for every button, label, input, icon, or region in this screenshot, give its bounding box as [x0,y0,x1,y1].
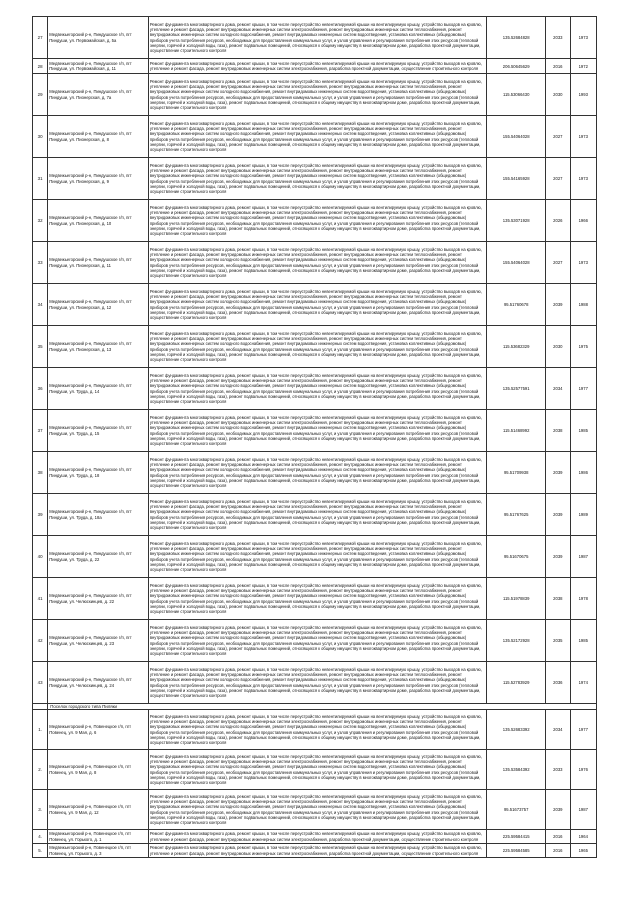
row-build-year-text: 1985 [578,428,588,433]
row-planned-year [546,17,570,59]
row-address [48,158,149,200]
row-works-text: Ремонт фундамента многоквартирного дома, ремонт крыши, в том числе переустройство невентилируемой крыши на вентилируемую крышу, устройство выходов на кровлю, утепление и ремонт фасада, ремонт внутридомовых инженерных систем электроснабжения, ремонт внутридомовых инженерных систем теплоснабжения, ремонт внутридомовых инженерных систем холодного водоснабжения, ремонт внутридомовых инженерных систем водоотведения, установка коллективных (общедомовых) приборов учета потребления ресурсов, необходимых для предоставления коммунальных услуг, и узлов управления и регулирования потребления этих ресурсов (тепловой энергии, горячей и холодной воды, газа), ремонт подвальных помещений, относящихся к общему имуществу в многоквартирном доме, разработка проектной документации, осуществление строительного контроля [149,714,482,745]
row-cost-text: 115.52783929 [502,680,530,685]
row-build-year [570,578,596,620]
row-number-text: 42 [37,638,43,643]
row-planned-year-text: 2027 [553,134,563,139]
row-works-text: Ремонт фундамента многоквартирного дома, ремонт крыши, в том числе переустройство невентилируемой крыши на вентилируемую крышу, устройство выходов на кровлю, утепление и ремонт фасада, ремонт внутридомовых инженерных систем электроснабжения, ремонт внутридомовых инженерных систем теплоснабжения, ремонт внутридомовых инженерных систем холодного водоснабжения, ремонт внутридомовых инженерных систем водоотведения, установка коллективных (общедомовых) приборов учета потребления ресурсов, необходимых для предоставления коммунальных услуг, и узлов управления и регулирования потребления этих ресурсов (тепловой энергии, горячей и холодной воды, газа), ремонт подвальных помещений, относящихся к общему имуществу в многоквартирном доме, разработка проектной документации, осуществление строительного контроля [149,541,482,572]
row-works [148,830,486,844]
row-planned-year [546,662,570,704]
table-row [33,494,597,536]
row-works [148,790,486,830]
row-cost [487,790,546,830]
row-planned-year [546,494,570,536]
row-planned-year [546,242,570,284]
row-build-year-text: 1966 [578,218,588,223]
row-works-text: Ремонт фундамента многоквартирного дома, ремонт крыши, в том числе переустройство невентилируемой крыши на вентилируемую крышу, устройство выходов на кровлю, утепление и ремонт фасада, ремонт внутридомовых инженерных систем электроснабжения, ремонт внутридомовых инженерных систем теплоснабжения, ремонт внутридомовых инженерных систем холодного водоснабжения, ремонт внутридомовых инженерных систем водоотведения, установка коллективных (общедомовых) приборов учета потребления ресурсов, необходимых для предоставления коммунальных услуг, и узлов управления и регулирования потребления этих ресурсов (тепловой энергии, горячей и холодной воды, газа), ремонт подвальных помещений, относящихся к общему имуществу в многоквартирном доме, разработка проектной документации, осуществление строительного контроля [149,415,482,446]
table-row [33,790,597,830]
row-build-year-text: 1978 [578,596,588,601]
row-number [33,844,48,858]
row-address-text: Медвежьегорский р-н, Пиндушское г/п, пгт Пиндуши, ул. Труда, д. 18 [49,467,132,478]
row-planned-year [546,116,570,158]
row-works-text: Ремонт фундамента многоквартирного дома, ремонт крыши, в том числе переустройство невентилируемой крыши на вентилируемую крышу, устройство выходов на кровлю, утепление и ремонт фасада, ремонт внутридомовых инженерных систем электроснабжения, ремонт внутридомовых инженерных систем теплоснабжения, ремонт внутридомовых инженерных систем холодного водоснабжения, ремонт внутридомовых инженерных систем водоотведения, установка коллективных (общедомовых) приборов учета потребления ресурсов, необходимых для предоставления коммунальных услуг, и узлов управления и регулирования потребления этих ресурсов (тепловой энергии, горячей и холодной воды, газа), ремонт подвальных помещений, относящихся к общему имуществу в многоквартирном доме, разработка проектной документации, осуществление строительного контроля [149,625,482,656]
row-build-year [570,710,596,750]
row-build-year [570,844,596,858]
row-address-text: Медвежьегорский р-н, Пиндушское г/п, пгт Пиндуши, ул. Челюскинцев, д. 24 [49,677,132,688]
row-cost [487,17,546,59]
row-build-year [570,116,596,158]
row-build-year [570,17,596,59]
row-planned-year-text: 2033 [553,767,563,772]
row-works [148,662,486,704]
row-works-text: Ремонт фундамента многоквартирного дома, ремонт крыши, в том числе переустройство невентилируемой крыши на вентилируемую крышу, устройство выходов на кровлю, утепление и ремонт фасада, ремонт внутридомовых инженерных систем электроснабжения, ремонт внутридомовых инженерных систем теплоснабжения, ремонт внутридомовых инженерных систем холодного водоснабжения, ремонт внутридомовых инженерных систем водоотведения, установка коллективных (общедомовых) приборов учета потребления ресурсов, необходимых для предоставления коммунальных услуг, и узлов управления и регулирования потребления этих ресурсов (тепловой энергии, горячей и холодной воды, газа), ремонт подвальных помещений, относящихся к общему имуществу в многоквартирном доме, разработка проектной документации, осуществление строительного контроля [149,22,482,53]
row-address-text: Медвежьегорский р-н, Пиндушское г/п, пгт Пиндуши, ул. Труда, д. 18а [49,509,132,520]
row-address-text: Медвежьегорский р-н, Повенецкое г/п, пгт Повенец, ул. 9 Мая, д. 8 [49,764,132,775]
row-cost [487,578,546,620]
row-number-text: 31 [37,176,43,181]
row-works [148,844,486,858]
row-works-text: Ремонт фундамента многоквартирного дома, ремонт крыши, в том числе переустройство невентилируемой крыши на вентилируемую крышу, устройство выходов на кровлю, утепление и ремонт фасада, ремонт внутридомовых инженерных систем электроснабжения, ремонт внутридомовых инженерных систем теплоснабжения, ремонт внутридомовых инженерных систем холодного водоснабжения, ремонт внутридомовых инженерных систем водоотведения, установка коллективных (общедомовых) приборов учета потребления ресурсов, необходимых для предоставления коммунальных услуг, и узлов управления и регулирования потребления этих ресурсов (тепловой энергии, горячей и холодной воды, газа), ремонт подвальных помещений, относящихся к общему имуществу в многоквартирном доме, разработка проектной документации, осуществление строительного контроля [149,499,482,530]
row-number [33,662,48,704]
row-planned-year-text: 2016 [553,63,563,69]
row-address [48,578,149,620]
row-address [48,620,149,662]
row-address [48,242,149,284]
row-number [33,368,48,410]
row-number [33,494,48,536]
row-build-year [570,830,596,844]
row-address [48,790,149,830]
row-number [33,710,48,750]
row-number-text: 4. [38,834,42,839]
row-address-text: Медвежьегорский р-н, Пиндушское г/п, пгт Пиндуши, ул. Пионерская, д. 11 [49,257,132,268]
row-build-year-text: 1973 [578,176,588,181]
row-build-year-text: 1986 [578,470,588,475]
row-planned-year [546,536,570,578]
row-build-year-text: 1973 [578,35,588,40]
section-title: Поселок городского типа Пиляки [48,704,597,710]
row-number [33,158,48,200]
row-works [148,59,486,74]
row-address-text: Медвежьегорский р-н, Пиндушское г/п, пгт Пиндуши, ул. Челюскинцев, д. 23 [49,635,132,646]
row-build-year [570,410,596,452]
row-works-text: Ремонт фундамента многоквартирного дома, ремонт крыши, в том числе переустройство невентилируемой крыши на вентилируемую крышу, устройство выходов на кровлю, утепление и ремонт фасада, ремонт внутридомовых инженерных систем электроснабжения, разработка проектной документации, осуществление строительного контроля [149,845,482,856]
row-number [33,790,48,830]
row-works-text: Ремонт фундамента многоквартирного дома, ремонт крыши, в том числе переустройство невентилируемой крыши на вентилируемую крышу, устройство выходов на кровлю, утепление и ремонт фасада, ремонт внутридомовых инженерных систем электроснабжения, ремонт внутридомовых инженерных систем теплоснабжения, ремонт внутридомовых инженерных систем холодного водоснабжения, ремонт внутридомовых инженерных систем водоотведения, установка коллективных (общедомовых) приборов учета потребления ресурсов, необходимых для предоставления коммунальных услуг, и узлов управления и регулирования потребления этих ресурсов (тепловой энергии, горячей и холодной воды, газа), ремонт подвальных помещений, относящихся к общему имуществу в многоквартирном доме, разработка проектной документации, осуществление строительного контроля [149,79,482,110]
row-planned-year-text: 2036 [553,680,563,685]
row-address-text: Медвежьегорский р-н, Повенецкое г/п, пгт Повенец, ул. 9 Мая, д. 6 [49,724,132,735]
row-planned-year-text: 2039 [553,512,563,517]
row-address [48,200,149,242]
table-body-part-1 [33,17,597,704]
row-cost [487,284,546,326]
row-address-text: Медвежьегорский р-н, Пиндушское г/п, пгт Пиндуши, ул. Пионерская, д. 10 [49,215,132,226]
row-build-year [570,452,596,494]
row-number [33,830,48,844]
row-build-year-text: 1993 [578,92,588,97]
row-works-text: Ремонт фундамента многоквартирного дома, ремонт крыши, в том числе переустройство невентилируемой крыши на вентилируемую крышу, устройство выходов на кровлю, утепление и ремонт фасада, ремонт внутридомовых инженерных систем электроснабжения, ремонт внутридомовых инженерных систем теплоснабжения, ремонт внутридомовых инженерных систем холодного водоснабжения, ремонт внутридомовых инженерных систем водоотведения, установка коллективных (общедомовых) приборов учета потребления ресурсов, необходимых для предоставления коммунальных услуг, и узлов управления и регулирования потребления этих ресурсов (тепловой энергии, горячей и холодной воды, газа), ремонт подвальных помещений, относящихся к общему имуществу в многоквартирном доме, разработка проектной документации, осуществление строительного контроля [149,121,482,152]
table-row [33,410,597,452]
row-works-text: Ремонт фундамента многоквартирного дома, ремонт крыши, в том числе переустройство невентилируемой крыши на вентилируемую крышу, устройство выходов на кровлю, утепление и ремонт фасада, ремонт внутридомовых инженерных систем электроснабжения, ремонт внутридомовых инженерных систем теплоснабжения, ремонт внутридомовых инженерных систем холодного водоснабжения, ремонт внутридомовых инженерных систем водоотведения, установка коллективных (общедомовых) приборов учета потребления ресурсов, необходимых для предоставления коммунальных услуг, и узлов управления и регулирования потребления этих ресурсов (тепловой энергии, горячей и холодной воды, газа), ремонт подвальных помещений, относящихся к общему имуществу в многоквартирном доме, разработка проектной документации, осуществление строительного контроля [149,331,482,362]
table-row [33,74,597,116]
row-build-year [570,662,596,704]
row-planned-year-text: 2039 [553,807,563,812]
row-works-text: Ремонт фундамента многоквартирного дома, ремонт крыши, в том числе переустройство невентилируемой крыши на вентилируемую крышу, устройство выходов на кровлю, утепление и ремонт фасада, ремонт внутридомовых инженерных систем электроснабжения, ремонт внутридомовых инженерных систем теплоснабжения, ремонт внутридомовых инженерных систем холодного водоснабжения, ремонт внутридомовых инженерных систем водоотведения, установка коллективных (общедомовых) приборов учета потребления ресурсов, необходимых для предоставления коммунальных услуг, и узлов управления и регулирования потребления этих ресурсов (тепловой энергии, горячей и холодной воды, газа), ремонт подвальных помещений, относящихся к общему имуществу в многоквартирном доме, разработка проектной документации, осуществление строительного контроля [149,289,482,320]
row-works-text: Ремонт фундамента многоквартирного дома, ремонт крыши, в том числе переустройство невентилируемой крыши на вентилируемую крышу, устройство выходов на кровлю, утепление и ремонт фасада, ремонт внутридомовых инженерных систем электроснабжения, ремонт внутридомовых инженерных систем теплоснабжения, ремонт внутридомовых инженерных систем холодного водоснабжения, ремонт внутридомовых инженерных систем водоотведения, установка коллективных (общедомовых) приборов учета потребления ресурсов, необходимых для предоставления коммунальных услуг, и узлов управления и регулирования потребления этих ресурсов (тепловой энергии, горячей и холодной воды, газа), ремонт подвальных помещений, относящихся к общему имуществу в многоквартирном доме, разработка проектной документации, осуществление строительного контроля [149,794,482,825]
row-cost [487,452,546,494]
row-build-year-text: 1977 [578,727,588,732]
row-build-year-text: 1988 [578,302,588,307]
row-works-text: Ремонт фундамента многоквартирного дома, ремонт крыши, в том числе переустройство невентилируемой крыши на вентилируемую крышу, устройство выходов на кровлю, утепление и ремонт фасада, ремонт внутридомовых инженерных систем электроснабжения, ремонт внутридомовых инженерных систем теплоснабжения, ремонт внутридомовых инженерных систем холодного водоснабжения, ремонт внутридомовых инженерных систем водоотведения, установка коллективных (общедомовых) приборов учета потребления ресурсов, необходимых для предоставления коммунальных услуг, и узлов управления и регулирования потребления этих ресурсов (тепловой энергии, горячей и холодной воды, газа), ремонт подвальных помещений, относящихся к общему имуществу в многоквартирном доме, разработка проектной документации, осуществление строительного контроля [149,583,482,614]
row-build-year [570,158,596,200]
row-cost [487,750,546,790]
row-works [148,578,486,620]
row-planned-year-text: 2038 [553,596,563,601]
table-row [33,830,597,844]
row-address-text: Медвежьегорский р-н, Пиндушское г/п, пгт Пиндуши, ул. Первомайская, д. 5а [49,32,132,43]
table-row [33,662,597,704]
row-build-year [570,59,596,74]
row-build-year [570,284,596,326]
row-works [148,242,486,284]
row-planned-year [546,790,570,830]
row-planned-year-text: 2034 [553,727,563,732]
row-works-text: Ремонт фундамента многоквартирного дома, ремонт крыши, в том числе переустройство невентилируемой крыши на вентилируемую крышу, устройство выходов на кровлю, утепление и ремонт фасада, ремонт внутридомовых инженерных систем электроснабжения, ремонт внутридомовых инженерных систем теплоснабжения, ремонт внутридомовых инженерных систем холодного водоснабжения, ремонт внутридомовых инженерных систем водоотведения, установка коллективных (общедомовых) приборов учета потребления ресурсов, необходимых для предоставления коммунальных услуг, и узлов управления и регулирования потребления этих ресурсов (тепловой энергии, горячей и холодной воды, газа), ремонт подвальных помещений, относящихся к общему имуществу в многоквартирном доме, разработка проектной документации, осуществление строительного контроля [149,163,482,194]
row-address-text: Медвежьегорский р-н, Пиндушское г/п, пгт Пиндуши, ул. Пионерская, д. 8 [49,131,132,142]
row-works [148,620,486,662]
row-address [48,410,149,452]
row-address [48,17,149,59]
row-address [48,662,149,704]
table-row [33,578,597,620]
row-planned-year [546,750,570,790]
row-address-text: Медвежьегорский р-н, Пиндушское г/п, пгт Пиндуши, ул. Челюскинцев, д. 22 [49,593,132,604]
row-cost [487,494,546,536]
row-build-year-text: 1987 [578,807,588,812]
row-number [33,326,48,368]
row-number-text: 27 [37,35,43,40]
row-cost-text: 135.53071928 [502,218,530,223]
row-planned-year [546,158,570,200]
table-row [33,59,597,74]
row-address-text: Медвежьегорский р-н, Пиндушское г/п, пгт Пиндуши, ул. Пионерская, д. 12 [49,299,132,310]
row-cost [487,326,546,368]
row-address-text: Медвежьегорский р-н, Повенецкое г/п, пгт Повенец, ул. 9 Мая, д. 12 [49,804,132,815]
row-number-text: 3. [38,807,42,812]
capital-repair-table [32,16,597,858]
row-number-text: 35 [37,344,43,349]
document-page [32,16,597,858]
row-number-text: 1. [38,727,42,732]
row-address-text: Медвежьегорский р-н, Пиндушское г/п, пгт Пиндуши, ул. Труда, д. 15 [49,425,132,436]
row-cost-text: 135.52172928 [502,638,530,643]
row-cost-text: 225.59584415 [502,834,530,839]
row-address [48,750,149,790]
row-address-text: Медвежьегорский р-н, Повенецкое г/п, пгт Повенец, ул. Горького, д. 3 [49,845,132,856]
row-build-year-text: 1976 [578,767,588,772]
row-planned-year [546,452,570,494]
row-planned-year [546,368,570,410]
row-number [33,410,48,452]
row-build-year [570,368,596,410]
row-works-text: Ремонт фундамента многоквартирного дома, ремонт крыши, в том числе переустройство невентилируемой крыши на вентилируемую крышу, устройство выходов на кровлю, утепление и ремонт фасада, ремонт внутридомовых инженерных систем электроснабжения, ремонт внутридомовых инженерных систем теплоснабжения, ремонт внутридомовых инженерных систем холодного водоснабжения, ремонт внутридомовых инженерных систем водоотведения, установка коллективных (общедомовых) приборов учета потребления ресурсов, необходимых для предоставления коммунальных услуг, и узлов управления и регулирования потребления этих ресурсов (тепловой энергии, горячей и холодной воды, газа), ремонт подвальных помещений, относящихся к общему имуществу в многоквартирном доме, разработка проектной документации, осуществление строительного контроля [149,667,482,698]
row-cost-text: 95.51673757 [503,807,529,812]
row-planned-year [546,59,570,74]
row-address-text: Медвежьегорский р-н, Пиндушское г/п, пгт Пиндуши, ул. Труда, д. 22 [49,551,132,562]
row-cost [487,116,546,158]
row-planned-year-text: 2030 [553,92,563,97]
row-cost-text: 95.51670675 [503,554,529,559]
row-address-text: Медвежьегорский р-н, Пиндушское г/п, пгт Пиндуши, ул. Пионерская, д. 7а [49,89,132,100]
row-works [148,158,486,200]
row-cost [487,844,546,858]
row-build-year [570,750,596,790]
row-number [33,578,48,620]
row-number [33,750,48,790]
row-cost-text: 115.51468992 [502,428,530,433]
row-number-text: 5. [38,848,42,853]
row-works [148,17,486,59]
row-works-text: Ремонт фундамента многоквартирного дома, ремонт крыши, в том числе переустройство невентилируемой крыши на вентилируемую крышу, устройство выходов на кровлю, утепление и ремонт фасада, ремонт внутридомовых инженерных систем электроснабжения, разработка проектной документации, осуществление строительного контроля [149,831,482,842]
row-build-year-text: 1972 [578,63,588,69]
row-planned-year-text: 2039 [553,302,563,307]
table-row [33,242,597,284]
row-works [148,750,486,790]
row-works-text: Ремонт фундамента многоквартирного дома, ремонт крыши, в том числе переустройство невентилируемой крыши на вентилируемую крышу, устройство выходов на кровлю, утепление и ремонт фасада, ремонт внутридомовых инженерных систем электроснабжения, ремонт внутридомовых инженерных систем теплоснабжения, ремонт внутридомовых инженерных систем холодного водоснабжения, ремонт внутридомовых инженерных систем водоотведения, установка коллективных (общедомовых) приборов учета потребления ресурсов, необходимых для предоставления коммунальных услуг, и узлов управления и регулирования потребления этих ресурсов (тепловой энергии, горячей и холодной воды, газа), ремонт подвальных помещений, относящихся к общему имуществу в многоквартирном доме, разработка проектной документации, осуществление строительного контроля [149,457,482,488]
row-works-text: Ремонт фундамента многоквартирного дома, ремонт крыши, в том числе переустройство невентилируемой крыши на вентилируемую крышу, устройство выходов на кровлю, утепление и ремонт фасада, ремонт внутридомовых инженерных систем электроснабжения, ремонт внутридомовых инженерных систем теплоснабжения, ремонт внутридомовых инженерных систем холодного водоснабжения, ремонт внутридомовых инженерных систем водоотведения, установка коллективных (общедомовых) приборов учета потребления ресурсов, необходимых для предоставления коммунальных услуг, и узлов управления и регулирования потребления этих ресурсов (тепловой энергии, горячей и холодной воды, газа), ремонт подвальных помещений, относящихся к общему имуществу в многоквартирном доме, разработка проектной документации, осуществление строительного контроля [149,247,482,278]
row-works [148,284,486,326]
table-row [33,158,597,200]
row-number-text: 28 [37,63,43,69]
row-planned-year [546,410,570,452]
table-row [33,17,597,59]
row-number-text: 2. [38,767,42,772]
row-address-text: Медвежьегорский р-н, Пиндушское г/п, пгт Пиндуши, ул. Пионерская, д. 9 [49,173,132,184]
row-number-text: 38 [37,470,43,475]
row-number [33,200,48,242]
row-planned-year-text: 2039 [553,470,563,475]
row-works [148,326,486,368]
table-row [33,452,597,494]
table-row [33,200,597,242]
table-row [33,710,597,750]
row-address [48,830,149,844]
row-planned-year [546,284,570,326]
row-planned-year [546,620,570,662]
table-row [33,750,597,790]
row-address [48,116,149,158]
row-cost [487,410,546,452]
row-cost-text: 155.54165928 [502,176,530,181]
row-works [148,536,486,578]
row-planned-year [546,844,570,858]
row-address [48,710,149,750]
row-works [148,410,486,452]
row-build-year [570,326,596,368]
row-build-year-text: 1985 [578,638,588,643]
row-build-year-text: 1989 [578,512,588,517]
row-planned-year-text: 2038 [553,428,563,433]
row-build-year-text: 1973 [578,260,588,265]
row-number [33,620,48,662]
table-row [33,844,597,858]
row-planned-year-text: 2033 [553,35,563,40]
row-number [33,59,48,74]
row-cost-text: 155.54064028 [502,134,530,139]
row-cost-text: 206.50645629 [502,63,530,69]
row-cost [487,620,546,662]
table-row [33,116,597,158]
row-cost-text: 115.53066430 [502,92,530,97]
row-planned-year-text: 2034 [553,386,563,391]
row-address [48,844,149,858]
row-number [33,74,48,116]
row-number-text: 33 [37,260,43,265]
row-address [48,452,149,494]
row-works-text: Ремонт фундамента многоквартирного дома, ремонт крыши, в том числе переустройство невентилируемой крыши на вентилируемую крышу, устройство выходов на кровлю, утепление и ремонт фасада, ремонт внутридомовых инженерных систем электроснабжения, ремонт внутридомовых инженерных систем теплоснабжения, ремонт внутридомовых инженерных систем холодного водоснабжения, ремонт внутридомовых инженерных систем водоотведения, установка коллективных (общедомовых) приборов учета потребления ресурсов, необходимых для предоставления коммунальных услуг, и узлов управления и регулирования потребления этих ресурсов (тепловой энергии, горячей и холодной воды, газа), ремонт подвальных помещений, относящихся к общему имуществу в многоквартирном доме, разработка проектной документации, осуществление строительного контроля [149,754,482,785]
row-address [48,368,149,410]
row-number-text: 30 [37,134,43,139]
row-cost-text: 135.53584392 [502,767,530,772]
row-number [33,452,48,494]
row-planned-year-text: 2016 [553,848,563,853]
row-cost-text: 135.52577591 [502,386,530,391]
row-address-text: Медвежьегорский р-н, Пиндушское г/п, пгт Пиндуши, ул. Труда, д. 14 [49,383,132,394]
row-works-text: Ремонт фундамента многоквартирного дома, ремонт крыши, в том числе переустройство невентилируемой крыши на вентилируемую крышу, устройство выходов на кровлю, утепление и ремонт фасада, ремонт внутридомовых инженерных систем электроснабжения, ремонт внутридомовых инженерных систем теплоснабжения, ремонт внутридомовых инженерных систем холодного водоснабжения, ремонт внутридомовых инженерных систем водоотведения, установка коллективных (общедомовых) приборов учета потребления ресурсов, необходимых для предоставления коммунальных услуг, и узлов управления и регулирования потребления этих ресурсов (тепловой энергии, горячей и холодной воды, газа), ремонт подвальных помещений, относящихся к общему имуществу в многоквартирном доме, разработка проектной документации, осуществление строительного контроля [149,205,482,236]
table-row [33,536,597,578]
row-cost-text: 115.53682329 [502,344,530,349]
row-build-year [570,494,596,536]
row-build-year [570,242,596,284]
row-cost [487,368,546,410]
row-number [33,284,48,326]
row-cost-text: 225.59584585 [502,848,530,853]
row-works [148,116,486,158]
row-build-year-text: 1987 [578,554,588,559]
row-cost-text: 135.52683392 [502,727,530,732]
row-planned-year-text: 2039 [553,554,563,559]
row-planned-year-text: 2030 [553,344,563,349]
row-planned-year [546,326,570,368]
row-works [148,74,486,116]
row-cost-text: 135.52684828 [502,35,530,40]
row-works [148,494,486,536]
row-number [33,116,48,158]
row-planned-year-text: 2026 [553,218,563,223]
row-build-year-text: 1975 [578,344,588,349]
row-number-text: 37 [37,428,43,433]
table-row [33,284,597,326]
table-row [33,620,597,662]
row-address-text: Медвежьегорский р-н, Пиндушское г/п, пгт Пиндуши, ул. Пионерская, д. 13 [49,341,132,352]
row-number [33,242,48,284]
row-number-text: 36 [37,386,43,391]
row-build-year [570,536,596,578]
row-works [148,710,486,750]
row-build-year-text: 1964 [578,834,588,839]
row-cost [487,710,546,750]
row-number-text: 40 [37,554,43,559]
row-planned-year [546,200,570,242]
row-build-year-text: 1977 [578,386,588,391]
row-cost [487,74,546,116]
row-planned-year [546,830,570,844]
row-works-text: Ремонт фундамента многоквартирного дома, ремонт крыши, в том числе переустройство невентилируемой крыши на вентилируемую крышу, устройство выходов на кровлю, утепление и ремонт фасада, ремонт внутридомовых инженерных систем электроснабжения, разработка проектной документации, осуществление строительного контроля [149,60,482,71]
row-planned-year-text: 2027 [553,176,563,181]
row-planned-year [546,578,570,620]
row-number-text: 43 [37,680,43,685]
row-address [48,326,149,368]
row-address [48,59,149,74]
row-number-text: 32 [37,218,43,223]
row-cost [487,830,546,844]
row-cost [487,200,546,242]
row-number-text: 41 [37,596,43,601]
row-works [148,200,486,242]
row-cost [487,242,546,284]
row-cost [487,536,546,578]
row-number-text: 39 [37,512,43,517]
row-cost [487,662,546,704]
row-cost-text: 95.51767625 [503,512,529,517]
row-address [48,284,149,326]
row-cost-text: 115.51978839 [502,596,530,601]
row-number-text: 29 [37,92,43,97]
row-build-year-text: 1974 [578,680,588,685]
row-works [148,368,486,410]
row-address [48,74,149,116]
row-works-text: Ремонт фундамента многоквартирного дома, ремонт крыши, в том числе переустройство невентилируемой крыши на вентилируемую крышу, устройство выходов на кровлю, утепление и ремонт фасада, ремонт внутридомовых инженерных систем электроснабжения, ремонт внутридомовых инженерных систем теплоснабжения, ремонт внутридомовых инженерных систем холодного водоснабжения, ремонт внутридомовых инженерных систем водоотведения, установка коллективных (общедомовых) приборов учета потребления ресурсов, необходимых для предоставления коммунальных услуг, и узлов управления и регулирования потребления этих ресурсов (тепловой энергии, горячей и холодной воды, газа), ремонт подвальных помещений, относящихся к общему имуществу в многоквартирном доме, разработка проектной документации, осуществление строительного контроля [149,373,482,404]
row-build-year [570,74,596,116]
row-number [33,17,48,59]
row-works [148,452,486,494]
row-number [33,536,48,578]
row-planned-year [546,74,570,116]
row-address-text: Медвежьегорский р-н, Пиндушское г/п, пгт Пиндуши, ул. Первомайская, д. 11 [49,60,132,71]
row-build-year [570,200,596,242]
row-address [48,494,149,536]
row-address-text: Медвежьегорский р-н, Повенецкое г/п, пгт Повенец, ул. Горького, д. 1 [49,831,132,842]
table-row [33,368,597,410]
row-planned-year-text: 2027 [553,260,563,265]
table-row [33,326,597,368]
row-planned-year [546,710,570,750]
row-build-year-text: 1973 [578,134,588,139]
table-body-part-2 [33,710,597,858]
row-cost-text: 95.51709938 [503,470,529,475]
row-cost [487,158,546,200]
row-build-year [570,790,596,830]
row-address [48,536,149,578]
row-cost-text: 95.51760678 [503,302,529,307]
row-planned-year-text: 2035 [553,638,563,643]
row-build-year-text: 1965 [578,848,588,853]
row-number-text: 34 [37,302,43,307]
row-planned-year-text: 2016 [553,834,563,839]
row-cost-text: 155.54064028 [502,260,530,265]
row-build-year [570,620,596,662]
row-cost [487,59,546,74]
